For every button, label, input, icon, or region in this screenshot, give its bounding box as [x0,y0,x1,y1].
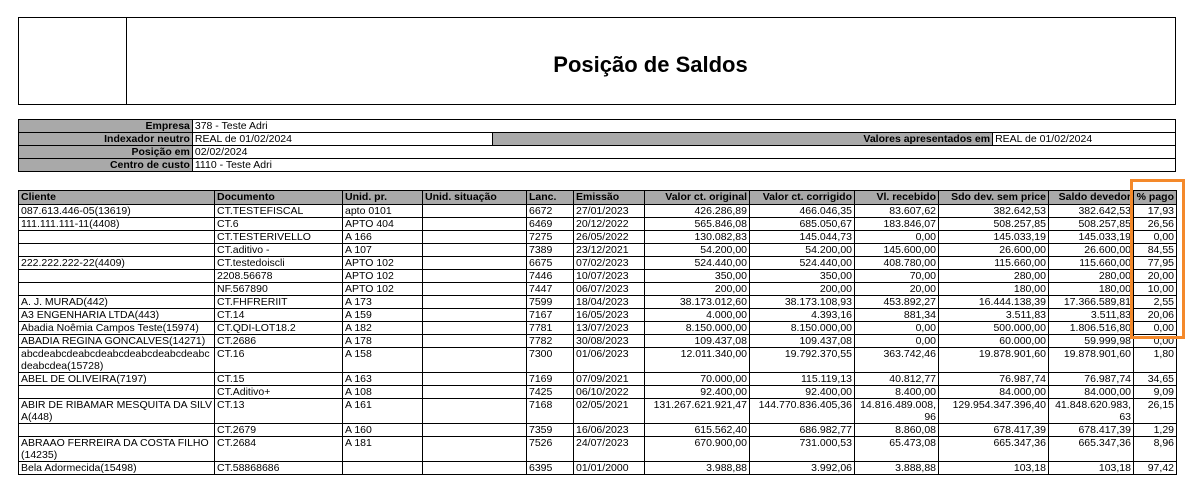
table-cell: A 160 [343,424,423,437]
table-cell: 92.400,00 [750,386,855,399]
table-cell: 0,00 [855,322,939,335]
table-cell: A 161 [343,399,423,424]
table-cell: 4.000,00 [645,309,750,322]
posicao-label: Posição em [19,146,193,159]
table-cell: 453.892,27 [855,296,939,309]
table-cell: 565.846,08 [645,218,750,231]
report-header [18,17,1176,105]
table-cell: 12.011.340,00 [645,348,750,373]
table-cell: 111.111.111-11(4408) [19,218,215,231]
table-cell: 60.000,00 [939,335,1049,348]
table-cell [423,257,527,270]
table-cell: 200,00 [645,283,750,296]
balances-table [18,190,1177,475]
col-header: Documento [215,191,343,205]
table-cell: 10/07/2023 [574,270,645,283]
table-row [19,399,1177,424]
table-cell: 8.400,00 [855,386,939,399]
table-cell: 1,29 [1134,424,1177,437]
table-cell: 70.000,00 [645,373,750,386]
table-cell: 615.562,40 [645,424,750,437]
table-cell [19,231,215,244]
table-cell: 54.200,00 [750,244,855,257]
table-row [19,309,1177,322]
col-header: Vl. recebido [855,191,939,205]
table-cell: 26,56 [1134,218,1177,231]
table-cell: CT.58868686 [215,462,343,475]
empresa-label: Empresa [19,120,193,133]
table-cell: 8.150.000,00 [750,322,855,335]
table-cell: abcdeabcdeabcdeabcdeabcdeabcdeabcdeabcdea(15728) [19,348,215,373]
table-cell: 59.999,98 [1049,335,1134,348]
table-cell: 382.642,53 [1049,205,1134,218]
table-cell [423,218,527,231]
table-cell: 7599 [527,296,574,309]
centro-value: 1110 - Teste Adri [192,159,1175,172]
table-cell: 3.888,88 [855,462,939,475]
table-cell [423,348,527,373]
table-cell: 26,15 [1134,399,1177,424]
table-row [19,462,1177,475]
table-cell [423,244,527,257]
table-cell: 23/12/2021 [574,244,645,257]
table-cell: A 159 [343,309,423,322]
table-cell: 180,00 [1049,283,1134,296]
table-cell: A 107 [343,244,423,257]
table-cell: 06/10/2022 [574,386,645,399]
table-cell: 18/04/2023 [574,296,645,309]
table-cell: 103,18 [939,462,1049,475]
table-cell: 24/07/2023 [574,437,645,462]
table-cell: ABADIA REGINA GONCALVES(14271) [19,335,215,348]
table-cell [19,244,215,257]
table-cell: 2208.56678 [215,270,343,283]
table-cell: 665.347,36 [939,437,1049,462]
table-cell [423,309,527,322]
table-cell: 76.987,74 [1049,373,1134,386]
table-cell: apto 0101 [343,205,423,218]
table-cell: 65.473,08 [855,437,939,462]
table-cell: 222.222.222-22(4409) [19,257,215,270]
table-cell: 145.033,19 [1049,231,1134,244]
table-cell: 26.600,00 [939,244,1049,257]
logo-box [19,18,127,104]
col-header: % pago [1134,191,1177,205]
table-cell: 38.173.108,93 [750,296,855,309]
table-cell: 7447 [527,283,574,296]
empresa-value: 378 - Teste Adri [192,120,1175,133]
table-cell [19,424,215,437]
table-cell [423,386,527,399]
table-cell: 84.000,00 [1049,386,1134,399]
table-cell: 466.046,35 [750,205,855,218]
table-cell: APTO 404 [343,218,423,231]
table-cell: 7168 [527,399,574,424]
table-cell: 7446 [527,270,574,283]
table-cell: 665.347,36 [1049,437,1134,462]
table-cell: APTO 102 [343,257,423,270]
table-cell: 92.400,00 [645,386,750,399]
table-cell: 7526 [527,437,574,462]
col-header: Valor ct. corrigido [750,191,855,205]
table-cell: 38.173.012,60 [645,296,750,309]
table-cell: 8,96 [1134,437,1177,462]
table-cell: 0,00 [1134,231,1177,244]
table-cell: ABIR DE RIBAMAR MESQUITA DA SILVA(448) [19,399,215,424]
table-cell [423,399,527,424]
table-cell: 19.792.370,55 [750,348,855,373]
table-row [19,205,1177,218]
table-cell: 130.082,83 [645,231,750,244]
table-cell: 6395 [527,462,574,475]
table-cell: 16.444.138,39 [939,296,1049,309]
table-cell: CT.13 [215,399,343,424]
table-cell: A3 ENGENHARIA LTDA(443) [19,309,215,322]
table-cell: 3.511,83 [939,309,1049,322]
table-cell: 7782 [527,335,574,348]
table-cell: 1,80 [1134,348,1177,373]
table-cell: 7300 [527,348,574,373]
table-cell: CT.Aditivo+ [215,386,343,399]
table-row [19,348,1177,373]
table-cell: 40.812,77 [855,373,939,386]
table-cell: 183.846,07 [855,218,939,231]
table-cell: 76.987,74 [939,373,1049,386]
table-cell: CT.14 [215,309,343,322]
table-cell: 26/05/2022 [574,231,645,244]
col-header: Emissão [574,191,645,205]
table-row [19,270,1177,283]
table-cell: ABRAAO FERREIRA DA COSTA FILHO(14235) [19,437,215,462]
table-cell: CT.FHFRERIIT [215,296,343,309]
table-cell: CT.QDI-LOT18.2 [215,322,343,335]
table-cell: CT.aditivo - [215,244,343,257]
table-cell: 3.988,88 [645,462,750,475]
table-cell: 20,06 [1134,309,1177,322]
table-cell [423,335,527,348]
table-cell: 16/06/2023 [574,424,645,437]
table-cell: CT.15 [215,373,343,386]
table-cell: 9,09 [1134,386,1177,399]
table-cell: 17.366.589,81 [1049,296,1134,309]
table-cell: 7425 [527,386,574,399]
table-cell: 8.150.000,00 [645,322,750,335]
table-cell: 0,00 [855,335,939,348]
table-cell: 500.000,00 [939,322,1049,335]
table-row [19,257,1177,270]
table-cell [423,437,527,462]
table-cell [19,283,215,296]
table-cell: 145.033,19 [939,231,1049,244]
table-cell: 7781 [527,322,574,335]
centro-label: Centro de custo [19,159,193,172]
table-cell: 14.816.489.008,96 [855,399,939,424]
report-title: Posição de Saldos [553,52,748,77]
table-cell: 20/12/2022 [574,218,645,231]
table-cell: 280,00 [1049,270,1134,283]
table-cell [423,270,527,283]
table-row [19,335,1177,348]
table-cell: 20,00 [1134,270,1177,283]
table-cell: 678.417,39 [1049,424,1134,437]
table-cell: 54.200,00 [645,244,750,257]
table-row [19,218,1177,231]
indexador-label: Indexador neutro [19,133,193,146]
table-row [19,437,1177,462]
table-cell: 3.992,06 [750,462,855,475]
table-cell: 4.393,16 [750,309,855,322]
table-cell [343,462,423,475]
table-cell: 7169 [527,373,574,386]
table-cell: 84.000,00 [939,386,1049,399]
table-cell: CT.16 [215,348,343,373]
table-cell [19,270,215,283]
col-header: Unid. situação [423,191,527,205]
table-cell: 180,00 [939,283,1049,296]
table-row [19,373,1177,386]
table-cell: 115.119,13 [750,373,855,386]
table-cell: 34,65 [1134,373,1177,386]
table-cell: CT.TESTEFISCAL [215,205,343,218]
table-row [19,296,1177,309]
table-cell: 70,00 [855,270,939,283]
table-cell: 6675 [527,257,574,270]
valores-label: Valores apresentados em [492,133,992,146]
table-cell: 109.437,08 [645,335,750,348]
table-cell: Abadia Noêmia Campos Teste(15974) [19,322,215,335]
table-cell: A 158 [343,348,423,373]
table-cell: 01/06/2023 [574,348,645,373]
table-cell: 678.417,39 [939,424,1049,437]
col-header: Sdo dev. sem price [939,191,1049,205]
table-cell: 13/07/2023 [574,322,645,335]
table-cell: 350,00 [750,270,855,283]
table-cell: 0,00 [1134,335,1177,348]
table-cell: 06/07/2023 [574,283,645,296]
table-cell: 6469 [527,218,574,231]
table-cell: 670.900,00 [645,437,750,462]
table-cell: 10,00 [1134,283,1177,296]
table-cell [423,231,527,244]
table-cell: 508.257,85 [939,218,1049,231]
table-cell: 145.600,00 [855,244,939,257]
table-cell [423,424,527,437]
table-cell: 26.600,00 [1049,244,1134,257]
table-cell [423,373,527,386]
table-cell: CT.6 [215,218,343,231]
table-cell: 20,00 [855,283,939,296]
table-cell: CT.testedoiscli [215,257,343,270]
table-cell: 408.780,00 [855,257,939,270]
table-cell: A. J. MURAD(442) [19,296,215,309]
table-cell: 524.440,00 [645,257,750,270]
table-header-row [19,191,1177,205]
table-cell: 508.257,85 [1049,218,1134,231]
table-row [19,386,1177,399]
table-cell: A 163 [343,373,423,386]
table-cell: 426.286,89 [645,205,750,218]
table-cell: A 182 [343,322,423,335]
table-cell: 2,55 [1134,296,1177,309]
table-row [19,424,1177,437]
table-cell: CT.2679 [215,424,343,437]
table-cell: 731.000,53 [750,437,855,462]
table-cell: 0,00 [1134,322,1177,335]
table-cell: 115.660,00 [1049,257,1134,270]
table-cell: 0,00 [855,231,939,244]
table-cell [423,462,527,475]
table-cell: APTO 102 [343,270,423,283]
valores-value: REAL de 01/02/2024 [993,133,1176,146]
table-cell: 16/05/2023 [574,309,645,322]
col-header: Valor ct. original [645,191,750,205]
table-cell: 103,18 [1049,462,1134,475]
table-cell: 77,95 [1134,257,1177,270]
table-cell: 83.607,62 [855,205,939,218]
table-cell: 200,00 [750,283,855,296]
table-cell: 84,55 [1134,244,1177,257]
table-cell: 524.440,00 [750,257,855,270]
table-cell: A 181 [343,437,423,462]
table-cell: 144.770.836.405,36 [750,399,855,424]
col-header: Lanc. [527,191,574,205]
table-cell: 8.860,08 [855,424,939,437]
col-header: Cliente [19,191,215,205]
table-row [19,283,1177,296]
table-cell: 01/01/2000 [574,462,645,475]
table-cell: 19.878.901,60 [1049,348,1134,373]
table-cell: 3.511,83 [1049,309,1134,322]
table-cell: CT.TESTERIVELLO [215,231,343,244]
table-cell: ABEL DE OLIVEIRA(7197) [19,373,215,386]
table-cell [423,322,527,335]
table-cell: 131.267.621.921,47 [645,399,750,424]
table-cell: 19.878.901,60 [939,348,1049,373]
table-cell: 17,93 [1134,205,1177,218]
table-cell [423,296,527,309]
table-cell: A 173 [343,296,423,309]
table-cell: 7359 [527,424,574,437]
indexador-value: REAL de 01/02/2024 [192,133,492,146]
table-cell: Bela Adormecida(15498) [19,462,215,475]
table-cell [423,205,527,218]
table-cell: A 166 [343,231,423,244]
table-cell: A 178 [343,335,423,348]
table-cell [423,283,527,296]
table-cell: 686.982,77 [750,424,855,437]
table-cell: A 108 [343,386,423,399]
table-cell: APTO 102 [343,283,423,296]
report-info [18,119,1176,172]
table-row [19,244,1177,257]
table-cell: 115.660,00 [939,257,1049,270]
table-cell: 881,34 [855,309,939,322]
table-cell: 129.954.347.396,40 [939,399,1049,424]
table-cell: 30/08/2023 [574,335,645,348]
table-cell: NF.567890 [215,283,343,296]
table-cell: 97,42 [1134,462,1177,475]
col-header: Saldo devedor [1049,191,1134,205]
table-cell: 363.742,46 [855,348,939,373]
table-cell: 685.050,67 [750,218,855,231]
table-cell: 280,00 [939,270,1049,283]
table-cell: 350,00 [645,270,750,283]
table-cell [19,386,215,399]
table-cell: 7167 [527,309,574,322]
table-cell: 7275 [527,231,574,244]
table-cell: 07/09/2021 [574,373,645,386]
table-cell: 1.806.516,80 [1049,322,1134,335]
table-cell: 382.642,53 [939,205,1049,218]
table-cell: 02/05/2021 [574,399,645,424]
table-cell: 27/01/2023 [574,205,645,218]
table-cell: CT.2686 [215,335,343,348]
table-cell: 6672 [527,205,574,218]
table-row [19,322,1177,335]
table-cell: 087.613.446-05(13619) [19,205,215,218]
table-row [19,231,1177,244]
table-cell: 07/02/2023 [574,257,645,270]
table-cell: 7389 [527,244,574,257]
posicao-value: 02/02/2024 [192,146,1175,159]
table-cell: CT.2684 [215,437,343,462]
table-cell: 41.848.620.983,63 [1049,399,1134,424]
col-header: Unid. pr. [343,191,423,205]
table-cell: 145.044,73 [750,231,855,244]
table-cell: 109.437,08 [750,335,855,348]
